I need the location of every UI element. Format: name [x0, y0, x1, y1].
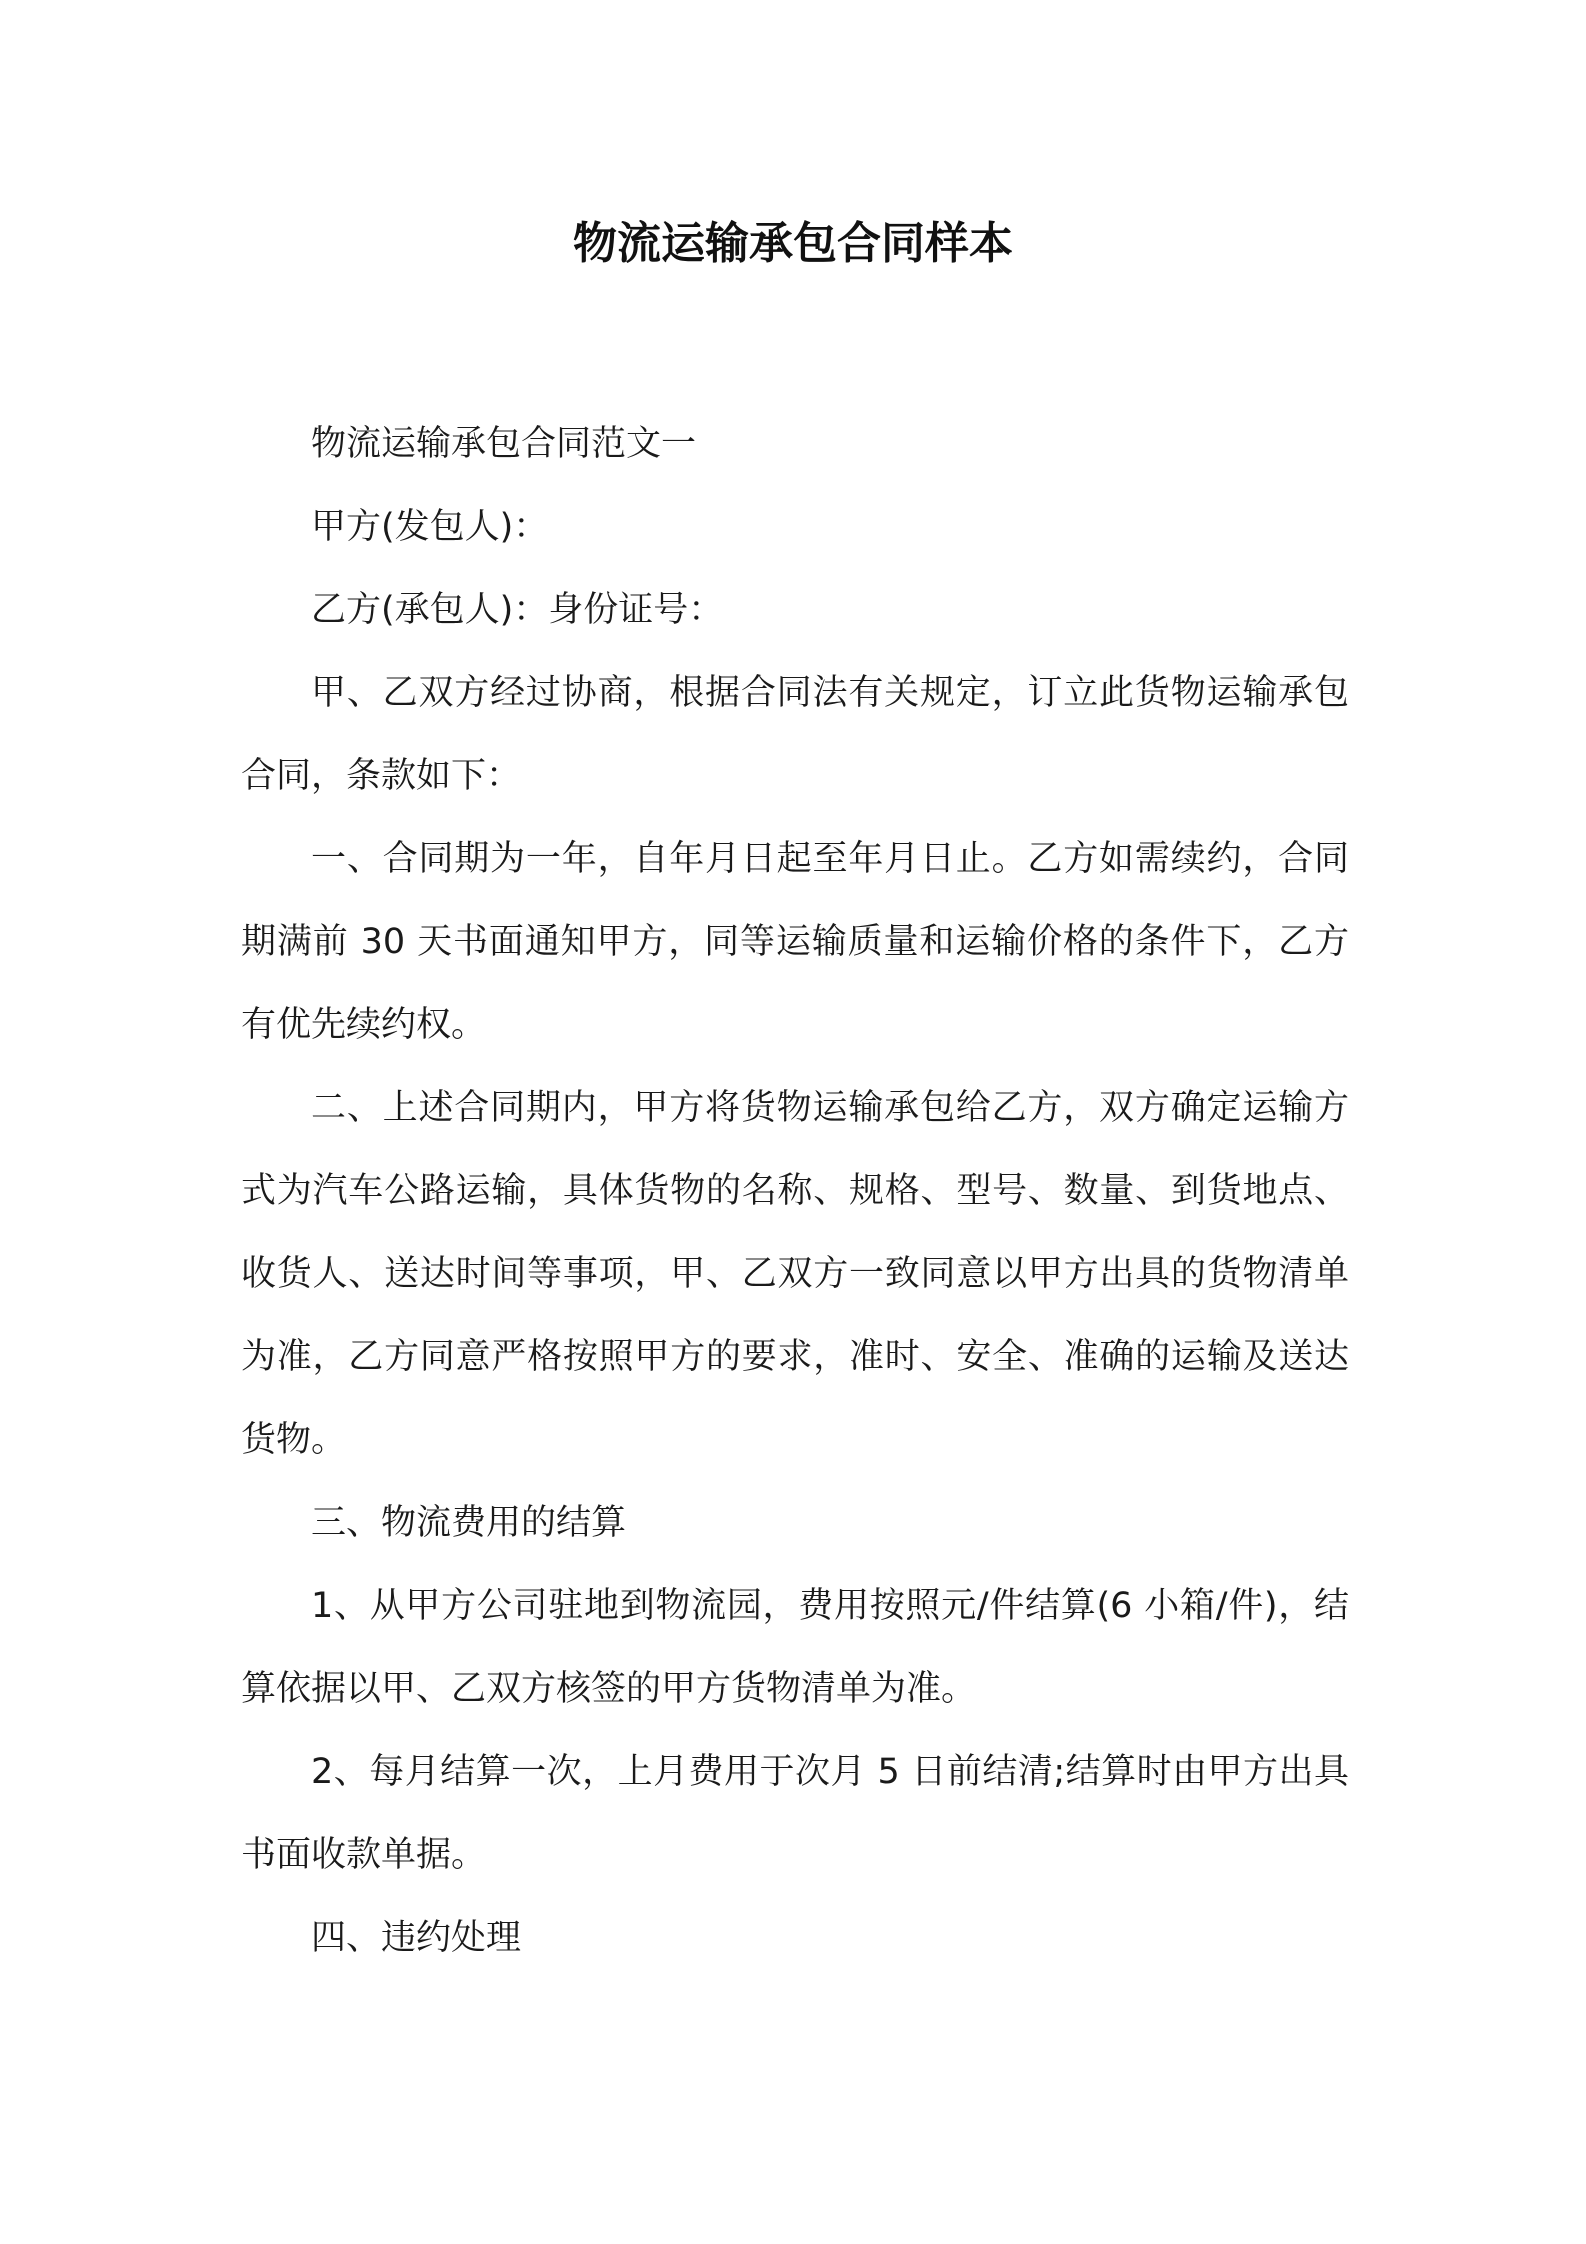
paragraph-clause-3-heading: 三、物流费用的结算: [311, 1503, 627, 1543]
paragraph-party-a: 甲方(发包人)：: [311, 507, 549, 547]
document-body: [241, 403, 1349, 1980]
paragraph-party-b: 乙方(承包人)：身份证号：: [311, 590, 724, 630]
paragraph-heading: 物流运输承包合同范文一: [311, 424, 697, 464]
paragraph-preamble: 甲、乙双方经过协商，根据合同法有关规定，订立此货物运输承包合同，条款如下：: [241, 673, 1349, 796]
paragraph-clause-4-heading: 四、违约处理: [311, 1918, 522, 1958]
paragraph-clause-3-item-2: 2、每月结算一次，上月费用于次月 5 日前结清;结算时由甲方出具书面收款单据。: [241, 1752, 1349, 1875]
paragraph-clause-3-item-1: 1、从甲方公司驻地到物流园，费用按照元/件结算(6 小箱/件)，结算依据以甲、乙双方核签的甲方货物清单为准。: [241, 1586, 1349, 1709]
paragraph-clause-2: 二、上述合同期内，甲方将货物运输承包给乙方，双方确定运输方式为汽车公路运输，具体货物的名称、规格、型号、数量、到货地点、收货人、送达时间等事项，甲、乙双方一致同意以甲方出具的货物清单为准，乙方同意严格按照甲方的要求，准时、安全、准确的运输及送达货物。: [241, 1088, 1349, 1460]
document-title: 物流运输承包合同样本: [573, 218, 1013, 269]
paragraph-clause-1: 一、合同期为一年，自年月日起至年月日止。乙方如需续约，合同期满前 30 天书面通知甲方，同等运输质量和运输价格的条件下，乙方有优先续约权。: [241, 839, 1349, 1045]
